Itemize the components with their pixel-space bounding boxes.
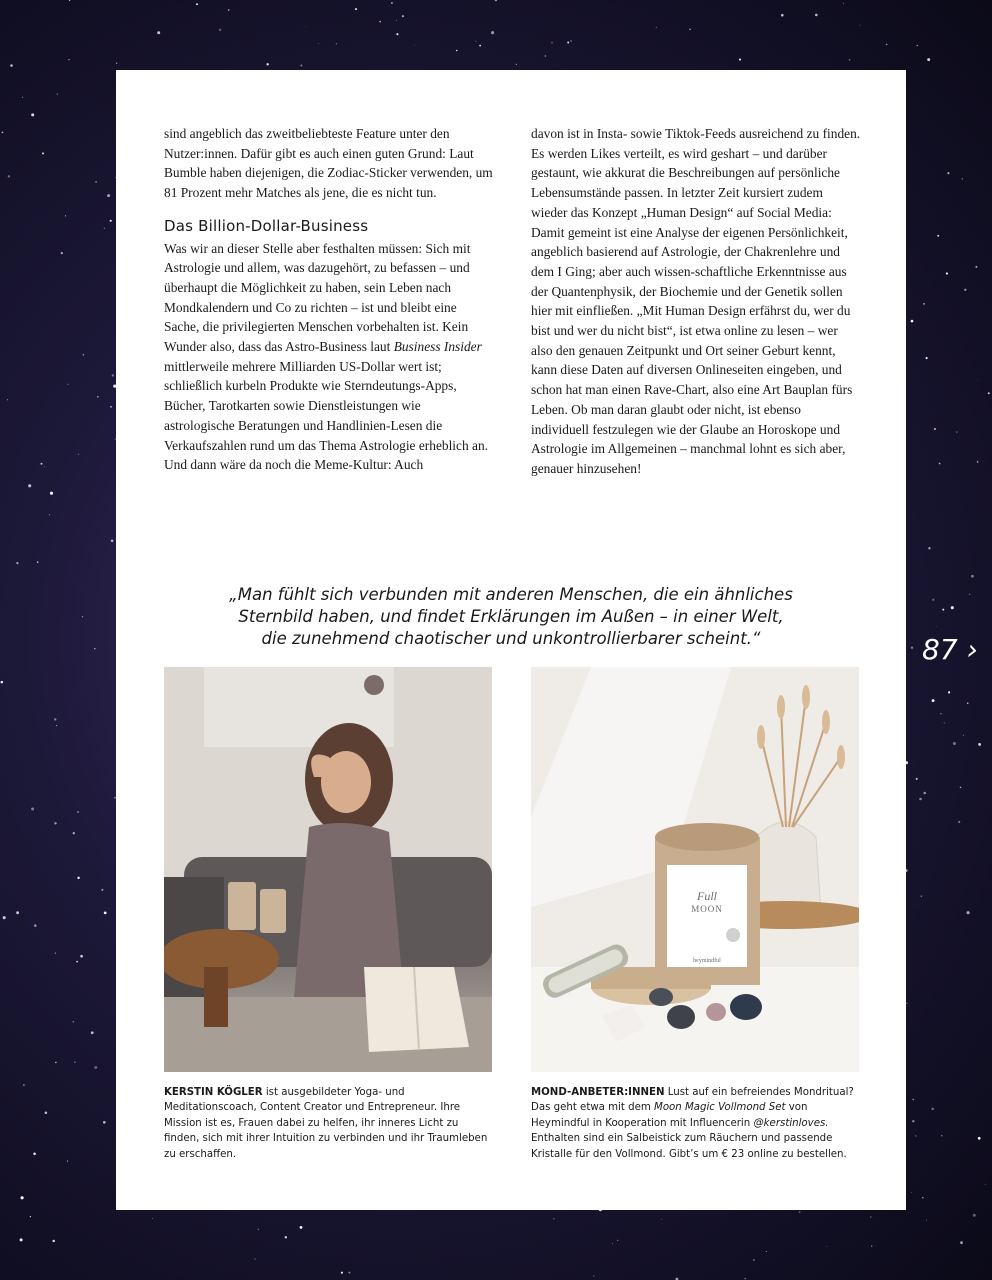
caption-text: ist ausgebildeter Yoga- und Meditationscoach, Content Creator und Entrepreneur. Ihre Mission ist es, Frauen dabei zu helfen, ihr inneres Licht zu finden, sich mit ihrer Intuition zu verbinden und ihr Traumleben zu erschaffen. [164, 1087, 488, 1160]
star [753, 1259, 755, 1261]
star [744, 1278, 746, 1280]
star [80, 955, 83, 958]
star [91, 1031, 94, 1034]
star [402, 15, 404, 17]
portrait-illustration [164, 667, 492, 1072]
publication-name: Business Insider [393, 339, 482, 355]
star [45, 1112, 48, 1115]
star [926, 1220, 927, 1221]
star [551, 42, 552, 43]
star [97, 396, 99, 398]
star [617, 1240, 618, 1241]
pull-quote-line-3: die zunehmend chaotischer und unkontrollierbarer scheint.“ [261, 629, 761, 648]
star [55, 953, 56, 954]
star [107, 194, 110, 197]
star [944, 722, 945, 723]
star [341, 1272, 343, 1274]
star [285, 1236, 287, 1238]
star [44, 466, 45, 467]
star [967, 911, 970, 914]
star [491, 31, 494, 34]
star [948, 691, 950, 693]
product-caption [531, 1085, 861, 1162]
star [54, 718, 56, 720]
star [951, 606, 954, 609]
star [1, 681, 4, 684]
star [33, 1153, 36, 1156]
star [475, 41, 476, 42]
star [94, 1066, 97, 1069]
page-number: 87 › [922, 633, 978, 666]
star [960, 1241, 963, 1244]
caption-text-1: Lust auf ein befreiendes Mondritual? Das geht etwa mit dem [531, 1087, 854, 1114]
star [65, 215, 66, 216]
star [104, 228, 105, 229]
star [953, 742, 956, 745]
star [157, 31, 160, 34]
star [76, 961, 78, 963]
star [969, 594, 970, 595]
star [54, 822, 56, 824]
star [931, 1108, 934, 1111]
star [21, 1196, 24, 1199]
product-label [667, 865, 747, 967]
star [911, 320, 914, 323]
star [927, 58, 930, 61]
star [55, 1062, 56, 1063]
star [799, 1211, 801, 1213]
star [662, 1219, 663, 1220]
star [228, 9, 230, 11]
section-heading: Das Billion-Dollar-Business [164, 216, 369, 235]
star [911, 647, 913, 649]
star [766, 1251, 767, 1252]
star [934, 428, 936, 430]
star [7, 399, 8, 400]
star [940, 713, 941, 714]
star [31, 113, 34, 116]
star [570, 40, 572, 42]
pull-quote-line-1: „Man fühlt sich verbunden mit anderen Menschen, die ein ähnliches [229, 585, 793, 604]
star [860, 25, 861, 26]
pull-quote [186, 584, 836, 650]
star [20, 1238, 23, 1241]
star [83, 354, 85, 356]
star [958, 821, 960, 823]
right-body-paragraph: davon ist in Insta- sowie Tiktok-Feeds ausreichend zu finden. Es werden Likes verteilt, es wird geshart – und darüber gestaunt, wie akkurat die Beschreibungen auf persönliche Lebensumstände passen. In letzter Zeit kursiert zudem wieder das Konzept „Human Design“ auf Social Media: Damit gemeint ist eine Analyse der eigenen Persönlichkeit, angeblich basierend auf Astrologie, der Chakrenlehre und dem I Ging; aber auch wissen-schaftliche Erkenntnisse aus der Quantenphysik, der Biochemie und der Genetik sollen hier mit einfließen. „Mit Human Design erfährst du, wer du bist und wer du nicht bist“, ist etwa online zu lesen – wer also den genauen Zeitpunkt und Ort seiner Geburt kennt, kann diese Daten auf diversen Onlineseiten eingeben, und schon hat man einen Rave-Chart, also eine Art Bauplan fürs Leben. Ob man daran glaubt oder nicht, ist ebenso individuell festzulegen wie der Glaube an Horoskope und Astrologie im Allgemeinen – manchmal lohnt es sich aber, genauer hinzusehen! [531, 126, 861, 476]
star [946, 272, 948, 274]
pull-quote-line-2: Sternbild haben, und findet Erklärungen im Außen – in einer Welt, [238, 607, 784, 626]
star [960, 787, 962, 789]
star [922, 1197, 923, 1198]
star [916, 45, 918, 47]
star [355, 8, 357, 10]
star [10, 64, 13, 67]
product-label-title-top: Full [697, 889, 717, 903]
star [22, 97, 23, 98]
star [73, 832, 75, 834]
star [266, 63, 268, 65]
star [916, 778, 918, 780]
star [69, 0, 70, 1]
star [843, 3, 844, 4]
star [254, 1258, 255, 1259]
star [917, 905, 918, 906]
influencer-handle: @kerstinloves. [753, 1117, 829, 1129]
star [915, 1135, 917, 1137]
star [16, 911, 19, 914]
star [921, 895, 923, 897]
star [68, 59, 69, 60]
star [963, 735, 964, 736]
star [101, 889, 103, 891]
star [2, 132, 4, 134]
star [116, 63, 117, 64]
caption-name: KERSTIN KÖGLER [164, 1087, 263, 1098]
star [67, 1161, 68, 1162]
star [52, 1240, 54, 1242]
star [415, 45, 416, 46]
star [977, 379, 978, 380]
star [103, 1121, 106, 1124]
caption-text-3: Enthalten sind ein Salbeistick zum Räuchern und passende Kristalle für den Vollmond. Gibt’s um € 23 online zu bestellen. [531, 1133, 847, 1160]
left-text-column [164, 124, 494, 475]
star [939, 463, 941, 465]
star [978, 1137, 981, 1140]
star [30, 1216, 31, 1217]
body-paragraph [164, 239, 494, 475]
star [827, 1246, 828, 1247]
portrait-caption [164, 1085, 494, 1162]
star [941, 1135, 942, 1136]
star [988, 392, 990, 394]
star [42, 152, 44, 154]
star [912, 1099, 914, 1101]
magazine-page [116, 70, 906, 1210]
star [849, 59, 851, 61]
star [348, 1272, 350, 1274]
star [94, 648, 95, 649]
star [152, 1218, 153, 1219]
star [906, 1003, 907, 1004]
star [196, 3, 198, 5]
star [82, 616, 83, 617]
star [923, 303, 925, 305]
star [985, 1184, 986, 1185]
star [932, 699, 935, 702]
star [739, 59, 741, 61]
product-label-title-bottom: MOON [691, 904, 723, 914]
star [928, 547, 930, 549]
star [912, 1120, 914, 1122]
star [923, 792, 926, 795]
star [942, 609, 944, 611]
star [978, 743, 981, 746]
star [111, 540, 114, 543]
star [73, 1021, 75, 1023]
star [219, 29, 222, 32]
star [479, 45, 481, 47]
star [967, 702, 969, 704]
star [456, 50, 458, 52]
star [110, 220, 112, 222]
star [61, 252, 63, 254]
star [336, 43, 337, 44]
star [947, 172, 949, 174]
star [871, 1246, 872, 1247]
star [78, 454, 80, 456]
star [964, 289, 966, 291]
star [31, 808, 34, 811]
star [3, 916, 6, 919]
star [300, 65, 302, 67]
star [886, 44, 887, 45]
star [932, 599, 934, 601]
star [8, 175, 10, 177]
star [110, 406, 112, 408]
star [56, 725, 57, 726]
star [973, 1214, 976, 1217]
star [104, 912, 107, 915]
star [34, 924, 37, 927]
star [937, 235, 939, 237]
star [781, 14, 784, 17]
star [495, 0, 497, 1]
star [962, 178, 963, 179]
product-name: Moon Magic Vollmond Set [654, 1102, 786, 1114]
star [23, 1084, 24, 1085]
star [37, 561, 39, 563]
star [689, 28, 691, 30]
star [956, 432, 957, 433]
star [318, 43, 319, 44]
star [112, 374, 114, 376]
product-photo [531, 667, 859, 1072]
caption-text-2: von Heymindful in Kooperation mit Influencerin [531, 1102, 808, 1129]
star [16, 562, 18, 564]
star [391, 2, 393, 4]
star [516, 64, 517, 65]
star [77, 811, 79, 813]
star [926, 357, 928, 359]
star [49, 514, 50, 515]
star [396, 33, 398, 35]
star [870, 1216, 872, 1218]
body-text-2: mittlerweile mehrere Milliarden US-Dollar wert ist; schließlich kurbeln Produkte wie Sterndeutungs-Apps, Bücher, Tarotkarten sowie Dienstleistungen wie astrologische Beratungen und Handlinien-Lesen die Verkaufszahlen rund um das Thema Astrologie erheblich an. Und dann wäre da noch die Meme-Kultur: Auch [164, 358, 489, 473]
star [545, 55, 547, 57]
right-text-column [531, 124, 861, 479]
star [911, 1192, 912, 1193]
star [815, 14, 818, 17]
body-text-1: Was wir an dieser Stelle aber festhalten müssen: Sich mit Astrologie und allem, was dazugehört, zu befassen – und überhaupt die Möglichkeit zu haben, sein Leben nach Mondkalendern und Co zu richten – ist und bleibt eine Sache, die privilegierten Menschen vorbehalten ist. Kein Wunder also, dass das Astro-Business laut [164, 240, 471, 355]
star [919, 798, 922, 801]
star [977, 461, 979, 463]
star [379, 21, 381, 23]
star [593, 1275, 594, 1276]
star [68, 384, 69, 385]
star [57, 94, 58, 95]
star [975, 266, 977, 268]
star [74, 1061, 75, 1062]
star [567, 42, 569, 44]
star [300, 1226, 303, 1229]
star [50, 492, 53, 495]
star [95, 181, 97, 183]
caption-name: MOND-ANBETER:INNEN [531, 1087, 665, 1098]
portrait-photo [164, 667, 492, 1072]
star [971, 575, 974, 578]
star [41, 463, 43, 465]
star [656, 27, 657, 28]
star [28, 484, 31, 487]
star [258, 1229, 259, 1230]
star [553, 1218, 554, 1219]
star [612, 1243, 613, 1244]
star [936, 626, 937, 627]
star [396, 20, 397, 21]
star [77, 877, 79, 879]
intro-paragraph: sind angeblich das zweitbeliebteste Feature unter den Nutzer:innen. Dafür gibt es auch einen guten Grund: Laut Bumble haben diejenigen, die Zodiac-Sticker verwenden, um 81 Prozent mehr Matches als jene, die es nicht tun. [164, 126, 493, 201]
star [305, 26, 306, 27]
product-label-brand: heymindful [693, 958, 721, 964]
